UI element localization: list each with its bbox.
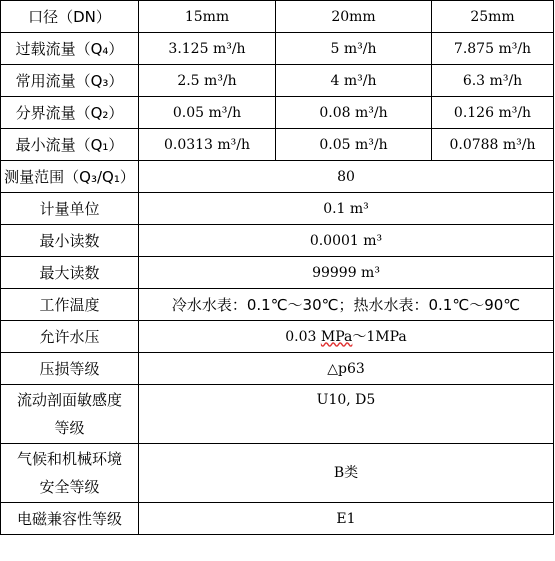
- header-col-25mm: 25mm: [432, 1, 554, 33]
- cell-value: 0.0313 m³/h: [139, 129, 276, 161]
- table-row: [1, 65, 554, 97]
- cell-value: U10, D5: [139, 385, 554, 444]
- row-label-min-reading: 最小读数: [1, 225, 139, 257]
- label-line: 流动剖面敏感度: [16, 391, 122, 409]
- table-row: [1, 225, 554, 257]
- table-row: [1, 289, 554, 321]
- table-row: [1, 33, 554, 65]
- row-label-unit: 计量单位: [1, 193, 139, 225]
- row-label-transitional-flow: 分界流量（Q₂）: [1, 97, 139, 129]
- table-row: [1, 193, 554, 225]
- table-row: [1, 353, 554, 385]
- table-row: [1, 321, 554, 353]
- row-label-pressure: 允许水压: [1, 321, 139, 353]
- header-row: [1, 1, 554, 33]
- table-row: [1, 444, 554, 503]
- pressure-unit-underlined: MPa: [320, 328, 353, 345]
- cell-value: 0.126 m³/h: [432, 97, 554, 129]
- cell-value: 5 m³/h: [276, 33, 432, 65]
- row-label-sensitivity: [1, 385, 139, 444]
- cell-value: 4 m³/h: [276, 65, 432, 97]
- header-label: 口径（DN）: [1, 1, 139, 33]
- cell-value: 0.1 m³: [139, 193, 554, 225]
- cell-value: △p63: [139, 353, 554, 385]
- cell-value: 99999 m³: [139, 257, 554, 289]
- row-label-max-reading: 最大读数: [1, 257, 139, 289]
- row-label-overload-flow: 过载流量（Q₄）: [1, 33, 139, 65]
- cell-value: B类: [139, 444, 554, 503]
- table-row: [1, 129, 554, 161]
- row-label-emc: 电磁兼容性等级: [1, 503, 139, 535]
- pressure-value-end: ～1MPa: [352, 328, 407, 345]
- cell-value: 0.0788 m³/h: [432, 129, 554, 161]
- cell-value: 0.0001 m³: [139, 225, 554, 257]
- cell-value: E1: [139, 503, 554, 535]
- cell-value: 80: [139, 161, 554, 193]
- cell-value: 2.5 m³/h: [139, 65, 276, 97]
- cell-value: 0.05 m³/h: [276, 129, 432, 161]
- table-row: [1, 161, 554, 193]
- header-col-20mm: 20mm: [276, 1, 432, 33]
- table-row: [1, 257, 554, 289]
- row-label-measuring-range: 测量范围（Q₃/Q₁）: [1, 161, 139, 193]
- cell-value: 0.08 m³/h: [276, 97, 432, 129]
- cell-value: [139, 321, 554, 353]
- table-row: [1, 97, 554, 129]
- label-line: 气候和机械环境: [16, 450, 122, 468]
- row-label-pressure-loss: 压损等级: [1, 353, 139, 385]
- header-col-15mm: 15mm: [139, 1, 276, 33]
- row-label-temperature: 工作温度: [1, 289, 139, 321]
- cell-value: 7.875 m³/h: [432, 33, 554, 65]
- row-label-environment: [1, 444, 139, 503]
- pressure-value-start: 0.03: [285, 328, 321, 345]
- table-row: [1, 385, 554, 444]
- row-label-minimum-flow: 最小流量（Q₁）: [1, 129, 139, 161]
- cell-value: 6.3 m³/h: [432, 65, 554, 97]
- table-row: [1, 503, 554, 535]
- label-line: 等级: [54, 419, 85, 437]
- label-line: 安全等级: [39, 478, 100, 496]
- cell-value: 冷水水表：0.1℃～30℃；热水水表：0.1℃～90℃: [139, 289, 554, 321]
- row-label-permanent-flow: 常用流量（Q₃）: [1, 65, 139, 97]
- cell-value: 0.05 m³/h: [139, 97, 276, 129]
- cell-value: 3.125 m³/h: [139, 33, 276, 65]
